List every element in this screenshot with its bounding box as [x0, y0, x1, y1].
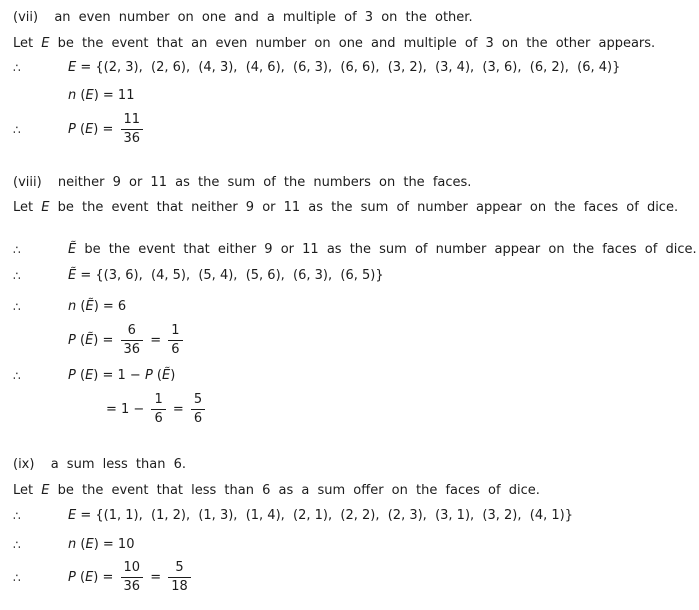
formula-row-viii-probability — [13, 367, 695, 385]
formula-row-viii-complement-probability — [13, 324, 695, 357]
section-viii — [13, 174, 695, 426]
event-set-expression: Ẽ = {(3, 6), (4, 5), (5, 4), (5, 6), (6, 3), (6, 5)} — [68, 268, 384, 283]
formula-row-viii-count — [13, 298, 695, 316]
therefore-symbol: ∴ — [13, 300, 21, 314]
therefore-symbol: ∴ — [13, 269, 21, 283]
event-count-expression: n (Ẽ) = 6 — [68, 299, 127, 314]
therefore-symbol: ∴ — [13, 61, 21, 75]
formula-row-viii-probability-result — [13, 393, 695, 426]
formula-row-vii-probability — [13, 113, 695, 146]
section-viii-heading: (viii) neither 9 or 11 as the sum of the numbers on the faces. — [13, 175, 472, 190]
event-set-expression: E = {(1, 1), (1, 2), (1, 3), (1, 4), (2, 1), (2, 2), (2, 3), (3, 1), (3, 2), (4, 1)} — [68, 508, 573, 523]
therefore-symbol: ∴ — [13, 538, 21, 552]
event-count-expression: n (E) = 11 — [68, 88, 135, 103]
section-vii-intro: Let E be the event that an even number on one and multiple of 3 on the other appears. — [13, 36, 656, 51]
therefore-symbol: ∴ — [13, 570, 21, 585]
formula-row-vii-count — [13, 87, 695, 105]
formula-row-vii-event-set — [13, 59, 695, 77]
section-vii-heading: (vii) an even number on one and a multiple of 3 on the other. — [13, 10, 473, 25]
probability-expression: P (Ẽ) = $\frac{6}{36}$ = $\frac{1}{6}$ — [68, 324, 186, 357]
event-count-expression: n (E) = 10 — [68, 537, 135, 552]
complement-event-statement: Ẽ be the event that either 9 or 11 as the sum of number appear on the faces of dice. — [68, 242, 697, 257]
therefore-symbol: ∴ — [13, 369, 21, 383]
formula-row-ix-count — [13, 536, 695, 554]
formula-row-ix-probability — [13, 561, 695, 594]
therefore-symbol: ∴ — [13, 243, 21, 257]
probability-result-expression: = 1 − $\frac{1}{6}$ = $\frac{5}{6}$ — [68, 393, 208, 426]
section-viii-intro: Let E be the event that neither 9 or 11 as the sum of number appear on the faces of dice. — [13, 200, 679, 215]
formula-row-viii-event-set — [13, 267, 695, 285]
section-ix-heading: (ix) a sum less than 6. — [13, 457, 186, 472]
section-ix-intro: Let E be the event that less than 6 as a sum offer on the faces of dice. — [13, 483, 540, 498]
formula-row-viii-complement-statement — [13, 241, 695, 259]
event-set-expression: E = {(2, 3), (2, 6), (4, 3), (4, 6), (6, 3), (6, 6), (3, 2), (3, 4), (3, 6), (6, 2), (6, 4)} — [68, 60, 621, 75]
probability-expression: P (E) = 1 − P (Ẽ) — [68, 368, 176, 383]
section-ix — [13, 456, 695, 594]
probability-expression: P (E) = $\frac{11}{36}$ — [68, 113, 146, 146]
therefore-symbol: ∴ — [13, 122, 21, 137]
formula-row-ix-event-set — [13, 507, 695, 525]
probability-expression: P (E) = $\frac{10}{36}$ = $\frac{5}{18}$ — [68, 561, 194, 594]
section-vii — [13, 9, 695, 146]
therefore-symbol: ∴ — [13, 509, 21, 523]
